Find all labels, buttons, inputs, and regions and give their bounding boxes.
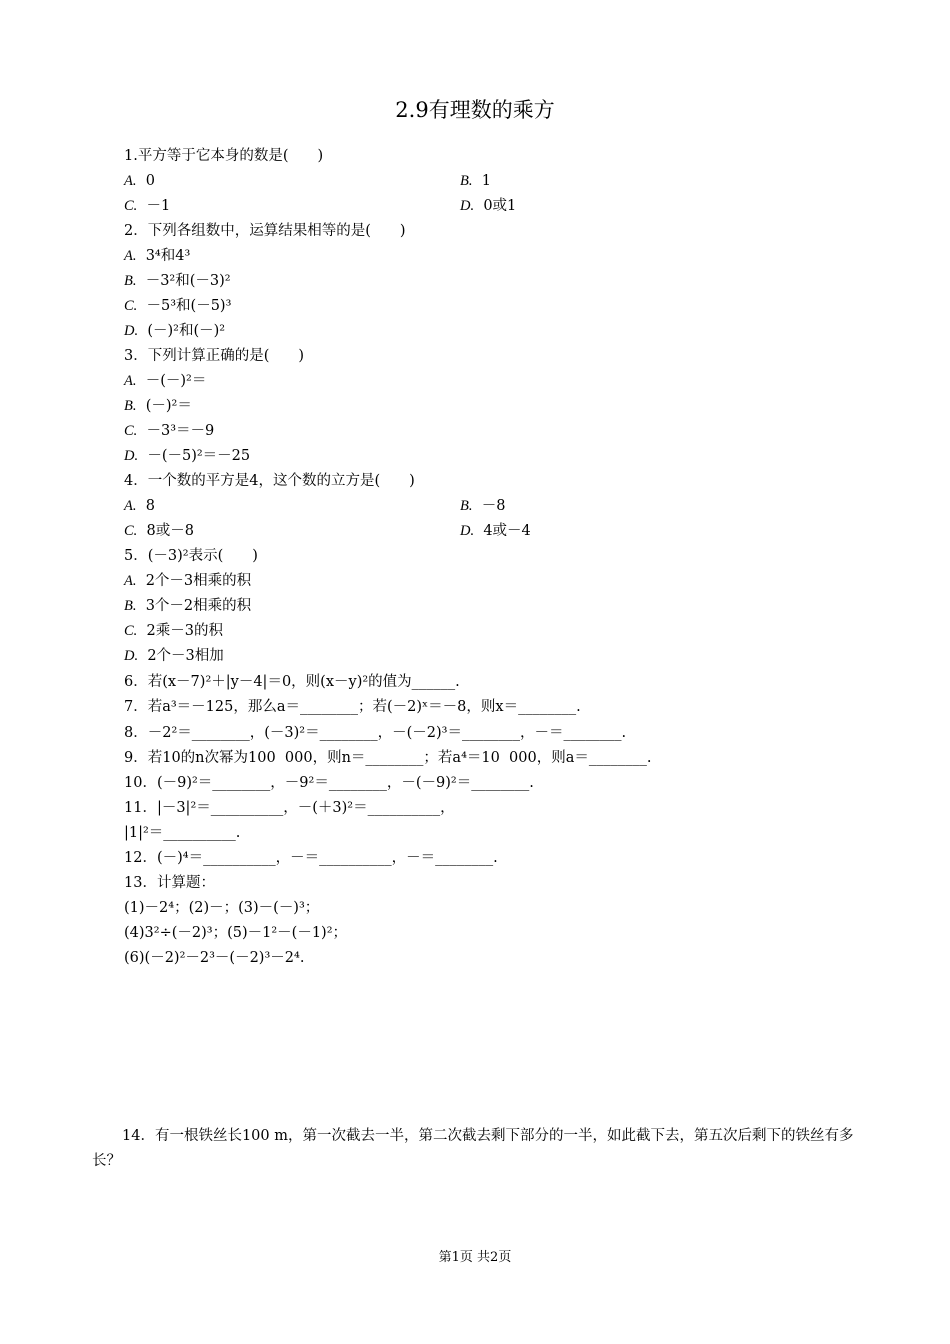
option-text: －3²和(－3)² <box>145 273 231 289</box>
option-text: 1 <box>481 173 491 189</box>
question-13-part-2: (4)3²÷(－2)³；(5)－1²－(－1)²； <box>124 925 348 941</box>
option-text: －5³和(－5)³ <box>146 298 232 314</box>
q4-option-a <box>124 496 155 516</box>
q1-option-b <box>460 171 491 191</box>
option-label: B. <box>124 273 137 289</box>
question-2-stem: 2．下列各组数中，运算结果相等的是( ) <box>124 223 406 239</box>
q2-option-a <box>124 246 190 266</box>
option-label: C. <box>124 623 138 639</box>
q3-option-a <box>124 371 206 391</box>
question-7: 7．若a³＝－125，那么a＝________；若(－2)ˣ＝－8，则x＝________. <box>124 699 581 715</box>
question-12: 12．(－)⁴＝__________，－＝__________，－＝________. <box>124 850 498 866</box>
option-label: A. <box>124 373 137 389</box>
question-14: 14．有一根铁丝长100 m，第一次截去一半，第二次截去剩下部分的一半，如此截下去，第五次后剩下的铁丝有多长？ <box>92 1128 854 1169</box>
q4-option-b <box>460 496 505 516</box>
q2-option-c <box>124 296 231 316</box>
q2-option-d <box>124 321 225 341</box>
option-label: D. <box>124 323 139 339</box>
option-text: 0 <box>145 173 155 189</box>
question-10: 10．(－9)²＝________，－9²＝________，－(－9)²＝________. <box>124 775 534 791</box>
question-11-line-2: |1|²＝__________. <box>124 825 241 841</box>
option-label: D. <box>124 448 139 464</box>
page-footer: 第1页 共2页 <box>438 1250 512 1265</box>
option-text: 2乘－3的积 <box>146 623 223 639</box>
option-text: －8 <box>481 498 506 514</box>
question-9: 9．若10的n次幂为100 000，则n＝________；若a⁴＝10 000，则a＝________. <box>124 750 652 766</box>
q3-option-d <box>124 446 250 466</box>
option-label: D. <box>460 198 475 214</box>
question-13-stem: 13．计算题： <box>124 875 215 891</box>
q4-option-c <box>124 521 194 541</box>
question-8: 8．－2²＝________，(－3)²＝________，－(－2)³＝________，－＝________. <box>124 725 627 741</box>
option-text: 4或－4 <box>483 523 531 539</box>
q5-option-c <box>124 621 223 641</box>
question-13-part-1: (1)－2⁴；(2)－；(3)－(－)³； <box>124 900 320 916</box>
q5-option-b <box>124 596 251 616</box>
option-label: A. <box>124 248 137 264</box>
option-text: －(－5)²＝－25 <box>147 448 251 464</box>
q3-option-b <box>124 396 192 416</box>
question-13-part-3: (6)(－2)²－2³－(－2)³－2⁴. <box>124 950 305 966</box>
option-text: (－)²＝ <box>145 398 192 414</box>
q5-option-a <box>124 571 251 591</box>
q1-option-d <box>460 196 516 216</box>
q4-option-d <box>460 521 531 541</box>
option-text: 2个－3相乘的积 <box>145 573 252 589</box>
question-5-stem: 5．(－3)²表示( ) <box>124 548 258 564</box>
option-text: (－)²和(－)² <box>147 323 226 339</box>
page-title: 2.9有理数的乘方 <box>395 98 555 122</box>
option-label: A. <box>124 173 137 189</box>
option-label: B. <box>460 498 473 514</box>
q1-option-a <box>124 171 155 191</box>
option-text: 3个－2相乘的积 <box>145 598 252 614</box>
q2-option-b <box>124 271 231 291</box>
option-text: 8或－8 <box>146 523 194 539</box>
option-text: －(－)²＝ <box>145 373 207 389</box>
option-label: C. <box>124 423 138 439</box>
q3-option-c <box>124 421 214 441</box>
question-4-stem: 4．一个数的平方是4，这个数的立方是( ) <box>124 473 415 489</box>
option-text: 3⁴和4³ <box>145 248 191 264</box>
option-label: C. <box>124 298 138 314</box>
option-text: －1 <box>146 198 171 214</box>
option-text: 2个－3相加 <box>147 648 224 664</box>
question-6: 6．若(x－7)²＋|y－4|＝0，则(x－y)²的值为______. <box>124 674 460 690</box>
option-label: D. <box>124 648 139 664</box>
option-label: C. <box>124 198 138 214</box>
option-label: B. <box>124 598 137 614</box>
option-label: B. <box>124 398 137 414</box>
question-11-line-1: 11．|－3|²＝__________，－(＋3)²＝__________， <box>124 800 455 816</box>
option-label: D. <box>460 523 475 539</box>
option-label: A. <box>124 498 137 514</box>
option-label: B. <box>460 173 473 189</box>
option-text: 0或1 <box>483 198 517 214</box>
q5-option-d <box>124 646 224 666</box>
option-label: C. <box>124 523 138 539</box>
option-text: 8 <box>145 498 155 514</box>
option-label: A. <box>124 573 137 589</box>
q1-option-c <box>124 196 170 216</box>
question-1-stem: 1.平方等于它本身的数是( ) <box>124 148 324 164</box>
question-3-stem: 3．下列计算正确的是( ) <box>124 348 305 364</box>
option-text: －3³＝－9 <box>146 423 215 439</box>
